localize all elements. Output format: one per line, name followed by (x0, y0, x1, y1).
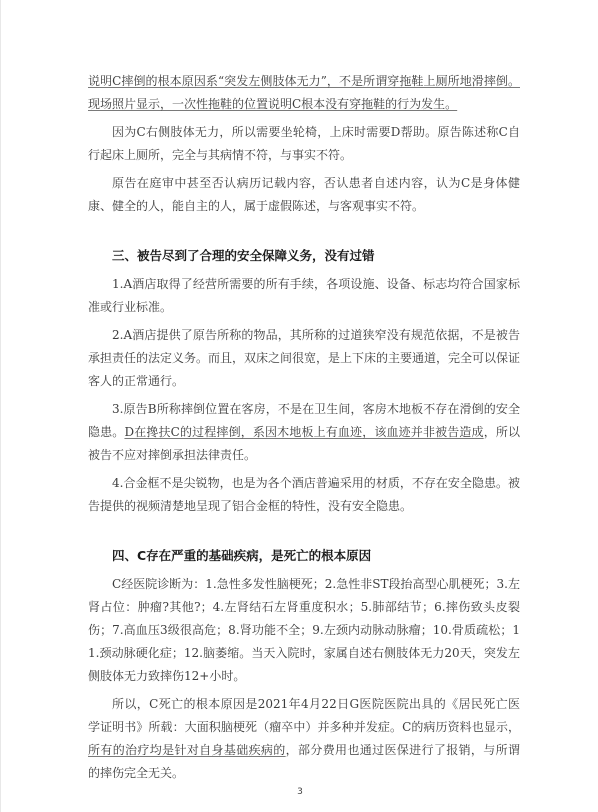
paragraph-item-1: 1.A酒店取得了经营所需要的所有手续，各项设施、设备、标志均符合国家标准或行业标准。 (88, 277, 520, 314)
underlined-text: 所有的治疗均是针对自身基础疾病的 (88, 743, 286, 757)
document-body (88, 70, 520, 785)
paragraph-cause-of-fall (88, 70, 520, 116)
underlined-text: 现场照片显示，一次性拖鞋的位置说明C根本没有穿拖鞋的行为发生。 (88, 97, 458, 111)
paragraph-diagnosis: C经医院诊断为：1.急性多发性脑梗死；2.急性非ST段抬高型心肌梗死；3.左肾占位：肿瘤?其他?；4.左肾结石左肾重度积水；5.肺部结节；6.摔伤致头皮裂伤；7.高血压3级很高危；8.肾功能不全；9.左颈内动脉动脉瘤；10.骨质疏松；11.颈动脉硬化症；12.脑萎缩。当天入院时，家属自述右侧肢体无力20天，突发左侧肢体无力致摔伤12+小时。 (88, 577, 520, 683)
paragraph-item-3 (88, 398, 520, 467)
underlined-text: D在搀扶C的过程摔倒，系因木地板上有血迹，该血迹并非被告造成 (124, 425, 484, 439)
paragraph-false-statement: 原告在庭审中甚至否认病历记载内容，否认患者自述内容，认为C是身体健康、健全的人，能自主的人，属于虚假陈述，与客观事实不符。 (88, 176, 520, 213)
paragraph-item-4: 4.合金框不是尖锐物，也是为各个酒店普遍采用的材质，不存在安全隐患。被告提供的视频清楚地呈现了铝合金框的特性，没有安全隐患。 (88, 476, 520, 513)
section-heading-4: 四、C存在严重的基础疾病，是死亡的根本原因 (112, 548, 372, 563)
item-3-text: 3.原告B所称摔倒位置在客房，不是在卫生间，客房木地板不存在滑倒的安全隐患。 (88, 402, 520, 439)
cause-text: 所以，C死亡的根本原因是2021年4月22日G医院医院出具的《居民死亡医学证明书》所载：大面积脑梗死（瘤卒中）并多种并发症。C的病历资料也显示， (88, 697, 520, 734)
section-heading-3: 三、被告尽到了合理的安全保障义务，没有过错 (112, 248, 375, 263)
paragraph-wheelchair: 因为C右侧肢体无力，所以需要坐轮椅，上床时需要D帮助。原告陈述称C自行起床上厕所，完全与其病情不符，与事实不符。 (88, 125, 520, 162)
page-number: 3 (297, 787, 303, 797)
item-3-text-end: ，所以被告不应对摔倒承担法律责任。 (88, 425, 520, 462)
paragraph-item-2: 2.A酒店提供了原告所称的物品，其所称的过道狭窄没有规范依据，不是被告承担责任的法定义务。而且，双床之间很宽，是上下床的主要通道，完全可以保证客人的正常通行。 (88, 328, 521, 388)
paragraph-cause-of-death (88, 693, 520, 785)
underlined-text: 说明C摔倒的根本原因系“突发左侧肢体无力”，不是所谓穿拖鞋上厕所地滑摔倒。 (88, 74, 520, 88)
cause-text-end: ，部分费用也通过医保进行了报销，与所谓的摔伤完全无关。 (88, 743, 520, 780)
